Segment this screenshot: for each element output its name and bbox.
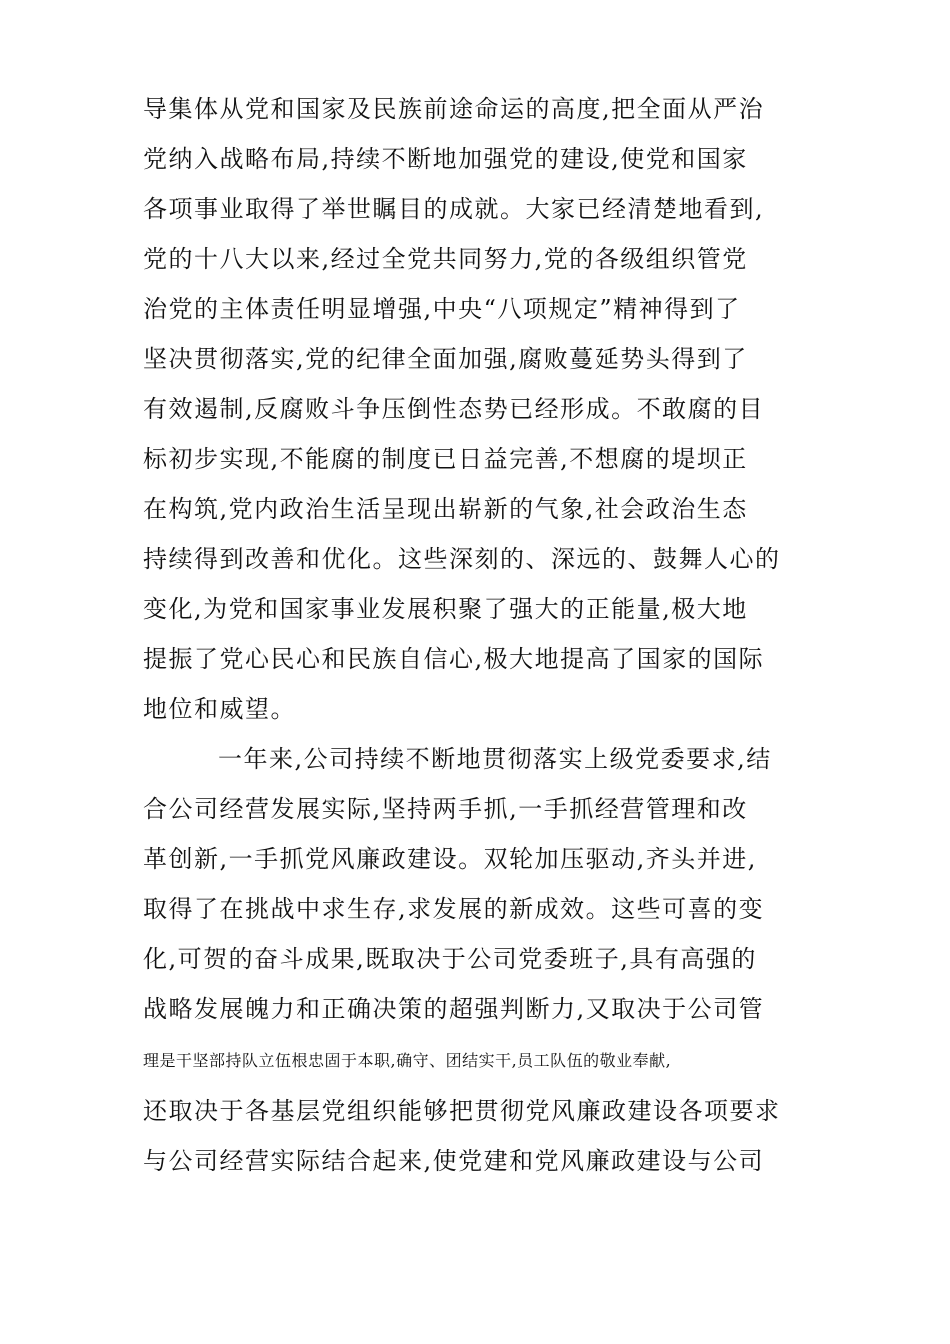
text-line: 战略发展魄力和正确决策的超强判断力,又取决于公司管 <box>143 995 765 1023</box>
text-line: 化,可贺的奋斗成果,既取决于公司党委班子,具有高强的 <box>143 945 757 973</box>
text-line: 还取决于各基层党组织能够把贯彻党风廉政建设各项要求 <box>143 1097 781 1125</box>
text-line: 合公司经营发展实际,坚持两手抓,一手抓经营管理和改 <box>143 795 748 823</box>
text-line: 取得了在挑战中求生存,求发展的新成效。这些可喜的变 <box>143 895 765 923</box>
text-line: 持续得到改善和优化。这些深刻的、深远的、鼓舞人心的 <box>143 545 781 573</box>
text-line: 革创新,一手抓党风廉政建设。双轮加压驱动,齐头并进, <box>143 845 757 873</box>
paragraph-first-line: 一年来,公司持续不断地贯彻落实上级党委要求,结 <box>218 745 772 773</box>
text-line: 标初步实现,不能腐的制度已日益完善,不想腐的堤坝正 <box>143 445 748 473</box>
text-line: 提振了党心民心和民族自信心,极大地提高了国家的国际 <box>143 645 765 673</box>
text-line: 坚决贯彻落实,党的纪律全面加强,腐败蔓延势头得到了 <box>143 345 748 373</box>
text-line: 变化,为党和国家事业发展积聚了强大的正能量,极大地 <box>143 595 748 623</box>
text-line: 与公司经营实际结合起来,使党建和党风廉政建设与公司 <box>143 1147 765 1175</box>
text-line-small: 理是干坚部持队立伍根忠固于本职,确守、团结实干,员工队伍的敬业奉献, <box>143 1051 672 1070</box>
text-line: 在构筑,党内政治生活呈现出崭新的气象,社会政治生态 <box>143 495 748 523</box>
text-line: 党纳入战略布局,持续不断地加强党的建设,使党和国家 <box>143 145 748 173</box>
text-line: 有效遏制,反腐败斗争压倒性态势已经形成。不敢腐的目 <box>143 395 765 423</box>
text-line: 治党的主体责任明显增强,中央“八项规定”精神得到了 <box>143 295 741 323</box>
text-line: 地位和威望。 <box>143 695 296 723</box>
text-line: 党的十八大以来,经过全党共同努力,党的各级组织管党 <box>143 245 748 273</box>
text-line: 导集体从党和国家及民族前途命运的高度,把全面从严治 <box>143 95 765 123</box>
text-line: 各项事业取得了举世瞩目的成就。大家已经清楚地看到, <box>143 195 765 223</box>
